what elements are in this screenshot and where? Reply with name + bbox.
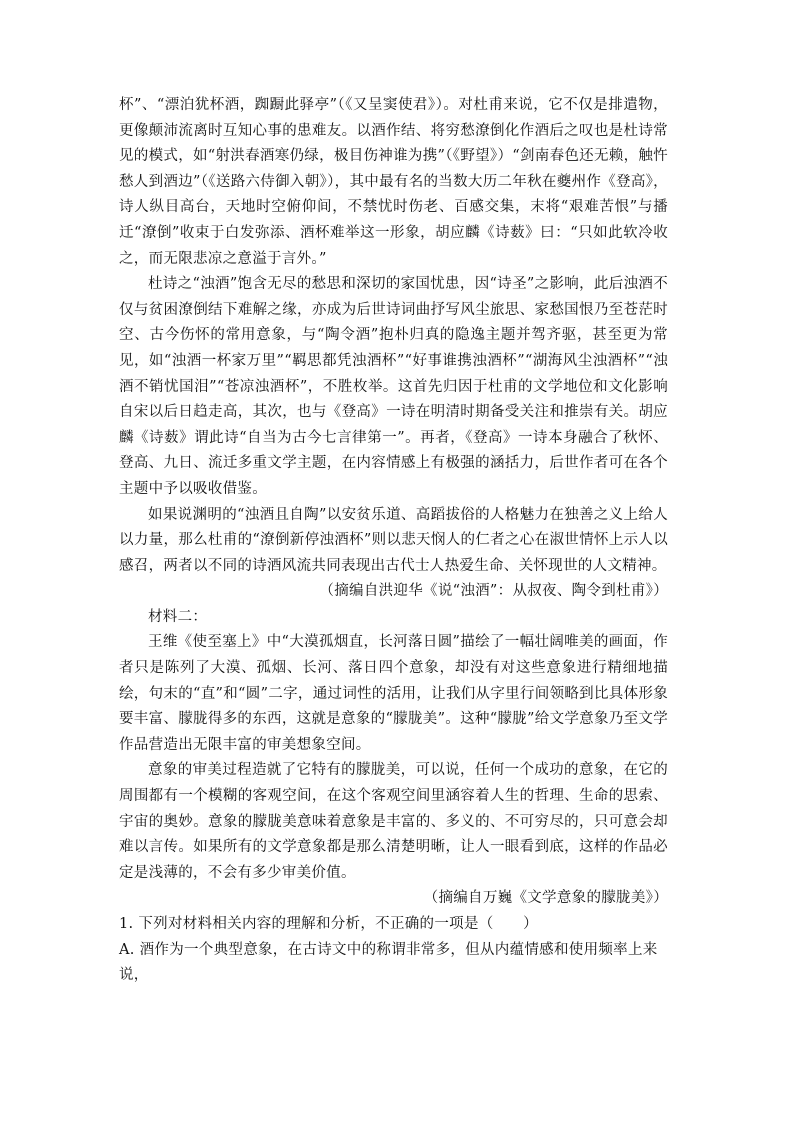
document-page [119, 93, 668, 989]
material-2-label: 材料二： [148, 608, 208, 625]
option-a: A. 酒作为一个典型意象，在古诗文中的称谓非常多，但从内蕴情感和使用频率上来说， [119, 941, 658, 984]
paragraph-4: 王维《使至塞上》中“大漠孤烟直，长河落日圆”描绘了一幅壮阔唯美的画面，作者只是陈列了大漠、孤烟、长河、落日四个意象，却没有对这些意象进行精细地描绘，句末的“直”和“圆”二字，通过词性的活用，让我们从字里行间领略到比具体形象要丰富、朦胧得多的东西，这就是意象的“朦胧美”。这种“朦胧”给文学意象乃至文学作品营造出无限丰富的审美想象空间。 [119, 634, 668, 753]
source-citation-2: （摘编自万巍《文学意象的朦胧美》） [423, 890, 668, 907]
paragraph-1: 杯”、“漂泊犹杯酒，踟蹰此驿亭”（《又呈窦使君》）。对杜甫来说，它不仅是排遣物，更像颠沛流离时互知心事的患难友。以酒作结、将穷愁潦倒化作酒后之叹也是杜诗常见的模式，如“射洪春酒寒仍绿，极目伤神谁为携”（《野望》）“剑南春色还无赖，触忤愁人到酒边”（《送路六侍御入朝》），其中最有名的当数大历二年秋在夔州作《登高》，诗人纵目高台，天地时空俯仰间，不禁忧时伤老、百感交集，末将“艰难苦恨”与播迁“潦倒”收束于白发弥添、酒杯难举这一形象，胡应麟《诗薮》曰：“只如此软冷收之，而无限悲凉之意溢于言外。” [119, 97, 668, 267]
paragraph-2: 杜诗之“浊酒”饱含无尽的愁思和深切的家国忧患，因“诗圣”之影响，此后浊酒不仅与贫困潦倒结下难解之缘，亦成为后世诗词曲抒写风尘旅思、家愁国恨乃至苍茫时空、古今伤怀的常用意象，与“陶令酒”抱朴归真的隐逸主题并驾齐驱，甚至更为常见，如“浊酒一杯家万里”“羁思都凭浊酒杯”“好事谁携浊酒杯”“湖海风尘浊酒杯”“浊酒不销忧国泪”“苍凉浊酒杯”，不胜枚举。这首先归因于杜甫的文学地位和文化影响自宋以后日趋走高，其次，也与《登高》一诗在明清时期备受关注和推崇有关。胡应麟《诗薮》谓此诗“自当为古今七言律第一”。再者，《登高》一诗本身融合了秋怀、登高、九日、流迁多重文学主题，在内容情感上有极强的涵括力，后世作者可在各个主题中予以吸收借鉴。 [119, 276, 668, 497]
paragraph-3: 如果说渊明的“浊酒且自陶”以安贫乐道、高蹈拔俗的人格魅力在独善之义上给人以力量，那么杜甫的“潦倒新停浊酒杯”则以悲天悯人的仁者之心在淑世情怀上示人以感召，两者以不同的诗酒风流共同表现出古代士人热爱生命、关怀现世的人文精神。 [119, 506, 668, 574]
question-1: 1. 下列对材料相关内容的理解和分析，不正确的一项是（ ） [119, 916, 538, 932]
source-citation-1: （摘编自洪迎华《说“浊酒”：从叔夜、陶令到杜甫》） [319, 583, 668, 600]
paragraph-5: 意象的审美过程造就了它特有的朦胧美，可以说，任何一个成功的意象，在它的周围都有一个模糊的客观空间，在这个客观空间里涵容着人生的哲理、生命的思索、宇宙的奥妙。意象的朦胧美意味着意象是丰富的、多义的、不可穷尽的，只可意会却难以言传。如果所有的文学意象都是那么清楚明晰，让人一眼看到底，这样的作品必定是浅薄的，不会有多少审美价值。 [119, 762, 668, 881]
